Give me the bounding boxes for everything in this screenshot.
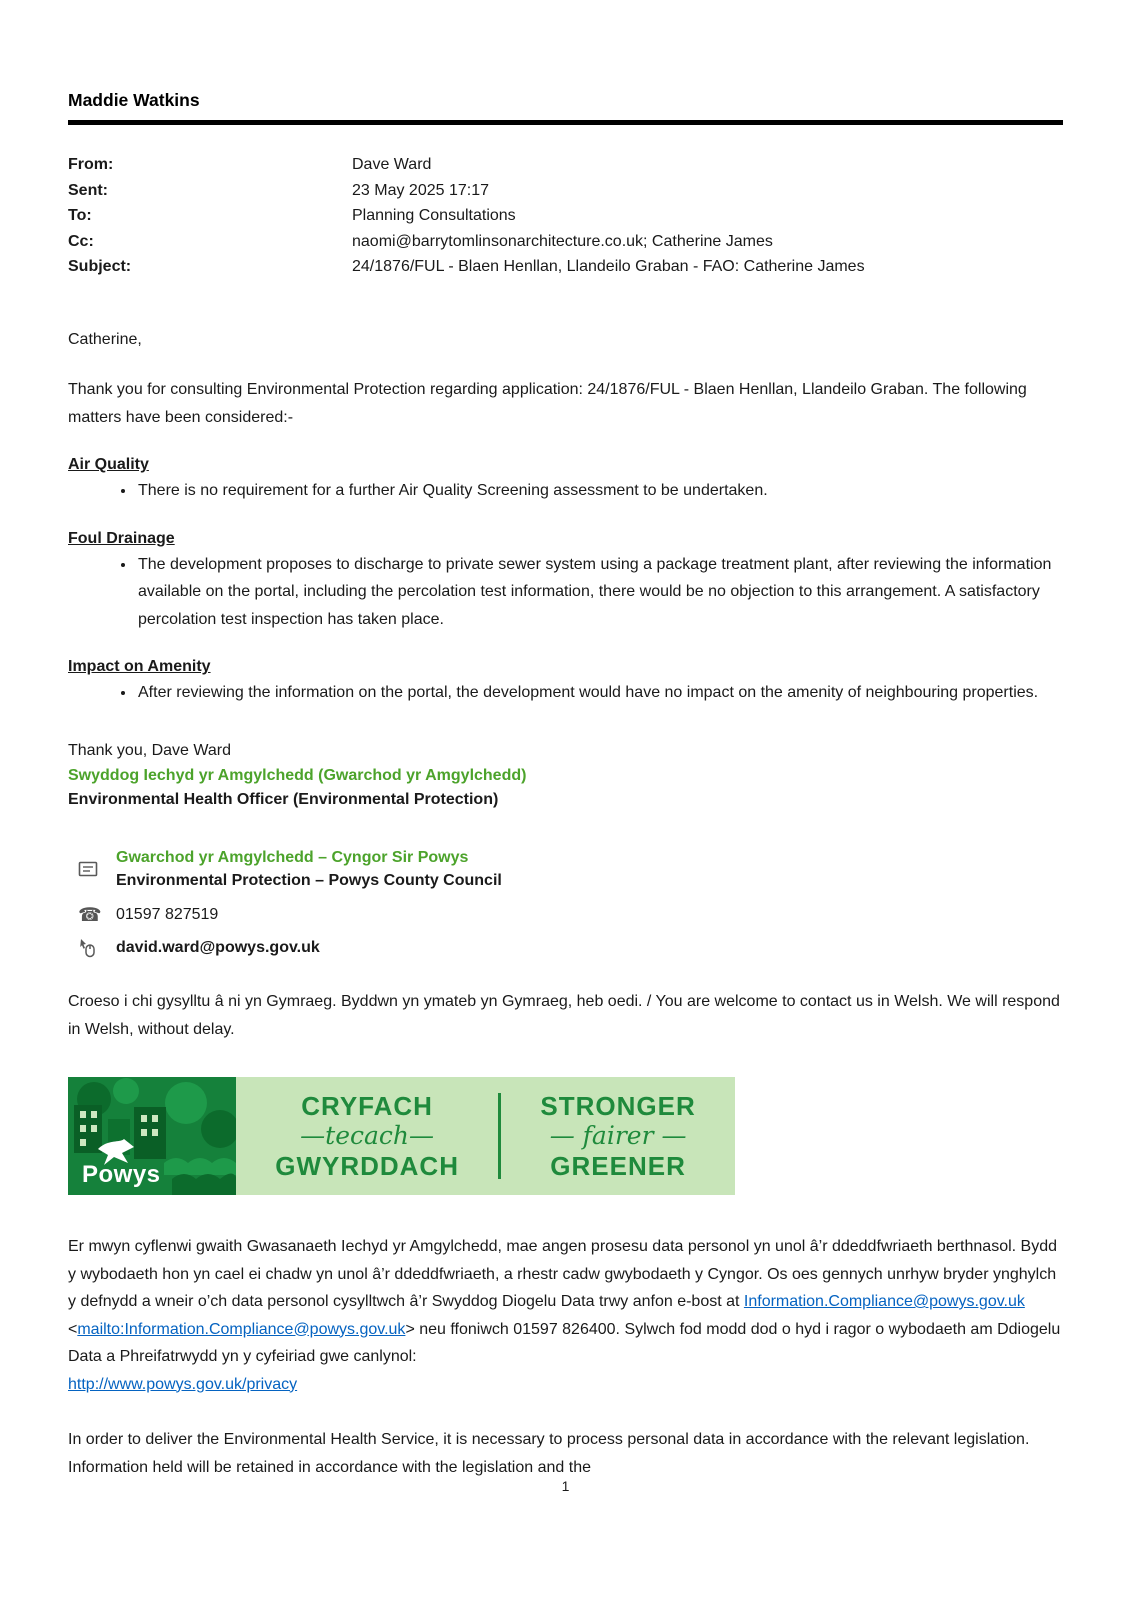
from-value: Dave Ward [352, 156, 432, 173]
sent-value: 23 May 2025 17:17 [352, 181, 489, 199]
banner-english-line2: — fairer — [549, 1121, 687, 1150]
banner-welsh-column [275, 1091, 459, 1181]
section-heading: Foul Drainage [68, 529, 175, 547]
privacy-url-link[interactable]: http://www.powys.gov.uk/privacy [68, 1375, 298, 1393]
intro-paragraph: Thank you for consulting Environmental Protection regarding application: 24/1876/FUL - Blaen Henllan, Llandeilo Graban. The following matters have been considered:- [68, 381, 1027, 426]
privacy-welsh-text-2: < [68, 1320, 78, 1338]
job-title-english: Environmental Health Officer (Environmental Protection) [68, 791, 499, 808]
email-address: david.ward@powys.gov.uk [116, 939, 320, 956]
phone-number: 01597 827519 [116, 906, 219, 923]
from-label: From: [68, 156, 114, 173]
signature-block [68, 846, 1063, 958]
subject-value: 24/1876/FUL - Blaen Henllan, Llandeilo Graban - FAO: Catherine James [352, 258, 865, 275]
powys-campaign-banner [68, 1077, 735, 1195]
banner-welsh-line2: —tecach— [300, 1121, 435, 1150]
job-title-welsh: Swyddog Iechyd yr Amgylchedd (Gwarchod yr Amgylchedd) [68, 767, 527, 784]
bullet-list [68, 679, 1063, 707]
banner-english-line1: STRONGER [540, 1091, 696, 1121]
bullet-list [68, 477, 1063, 505]
banner-english-column [540, 1091, 695, 1181]
welsh-language-notice: Croeso i chi gysylltu â ni yn Gymraeg. Byddwn yn ymateb yn Gymraeg, heb oedi. / You are welcome to contact us in Welsh. We will respond in Welsh, without delay. [68, 993, 1060, 1038]
signature-org-row [78, 846, 1063, 892]
bullet-item: • The development proposes to discharge to private sewer system using a package treatment plant, after reviewing the information available on the portal, including the percolation test information, there would be no objection to this arrangement. A satisfactory percolation test inspection has taken place. [136, 551, 1063, 634]
phone-icon: ☎ [78, 904, 102, 926]
banner-welsh-line1: CRYFACH [301, 1091, 433, 1121]
banner-divider [498, 1093, 501, 1179]
signature-email-row [78, 938, 1063, 958]
to-label: To: [68, 207, 92, 224]
banner-english-line3: GREENER [550, 1151, 686, 1181]
sent-label: Sent: [68, 181, 108, 199]
subject-label: Subject: [68, 258, 132, 275]
powys-logo [68, 1077, 236, 1195]
privacy-paragraph-english: In order to deliver the Environmental Health Service, it is necessary to process personal data in accordance with the relevant legislation. Information held will be retained in accordance with the legislation and the [68, 1431, 1030, 1476]
org-name-english: Environmental Protection – Powys County Council [116, 872, 502, 889]
privacy-welsh-text-1: Er mwyn cyflenwi gwaith Gwasanaeth Iechyd yr Amgylchedd, mae angen prosesu data personol yn unol â’r ddeddfwriaeth berthnasol. Bydd y wybodaeth hon yn cael ei chadw yn unol â’r ddeddfwriaeth, a rhestr cadw gwybodaeth y Cyngor. Os oes gennych unrhyw bryder ynghylch y defnydd a wneir o’ch data personol cysylltwch â’r Swyddog Diogelu Data trwy anfon e-bost at [68, 1238, 1057, 1310]
bullet-list [68, 551, 1063, 634]
signoff-text: Thank you, Dave Ward [68, 741, 232, 759]
privacy-paragraph-welsh [68, 1233, 1063, 1398]
org-name-welsh: Gwarchod yr Amgylchedd – Cyngor Sir Powys [116, 849, 469, 866]
powys-logo-text: Powys [82, 1161, 161, 1188]
banner-welsh-line3: GWYRDDACH [275, 1151, 459, 1181]
banner-text-area [236, 1077, 735, 1195]
to-value: Planning Consultations [352, 207, 516, 224]
compliance-mailto-link[interactable]: mailto:Information.Compliance@powys.gov.uk [77, 1320, 406, 1338]
section-heading: Air Quality [68, 456, 149, 473]
cc-value: naomi@barrytomlinsonarchitecture.co.uk; Catherine James [352, 232, 773, 250]
email-header-block [68, 153, 1063, 280]
signature-phone-row [78, 904, 1063, 926]
privacy-welsh-text-3: > neu ffoniwch 01597 826400. Sylwch fod modd dod o hyd i ragor o wybodaeth am Ddiogelu Data a Phreifatrwydd yn y cyfeiriad gwe canlynol: [68, 1320, 1061, 1365]
page-number: 1 [561, 1478, 570, 1494]
signoff-block [68, 737, 1063, 813]
section-foul-drainage [68, 530, 1063, 634]
bullet-item: • There is no requirement for a further Air Quality Screening assessment to be undertaken. [136, 477, 1063, 505]
mouse-click-icon [78, 938, 116, 958]
section-heading: Impact on Amenity [68, 658, 211, 675]
section-air-quality [68, 456, 1063, 505]
cc-label: Cc: [68, 232, 94, 250]
section-impact-on-amenity [68, 658, 1063, 707]
org-names [116, 846, 1063, 892]
compliance-email-link[interactable]: Information.Compliance@powys.gov.uk [743, 1293, 1025, 1310]
page-owner-title: Maddie Watkins [68, 90, 1063, 125]
bullet-item: • After reviewing the information on the portal, the development would have no impact on the amenity of neighbouring properties. [136, 679, 1063, 707]
greeting: Catherine, [68, 330, 142, 348]
envelope-icon [78, 861, 116, 877]
